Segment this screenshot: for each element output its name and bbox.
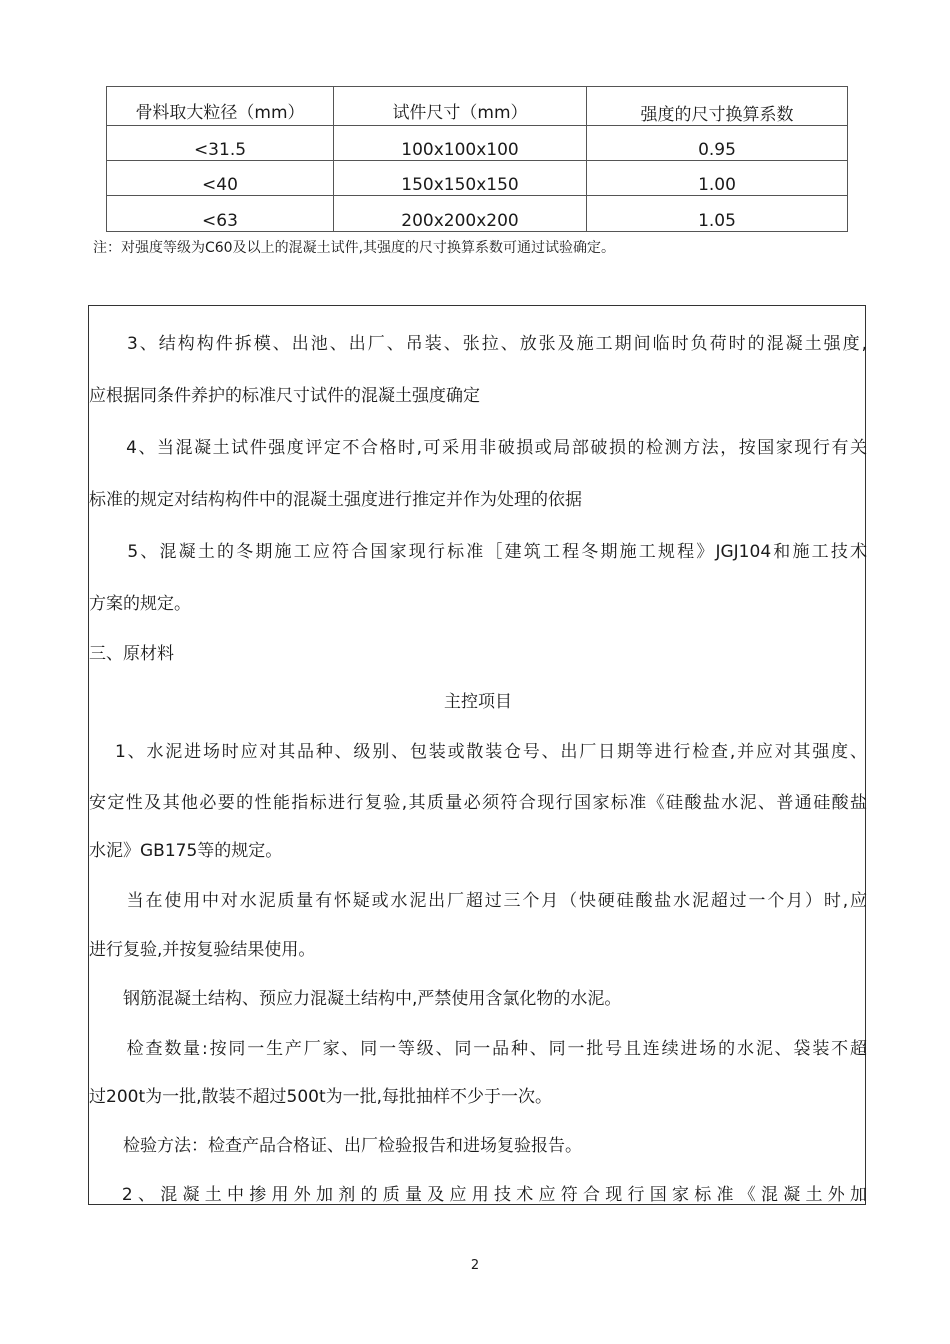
table-row — [107, 126, 848, 161]
header-aggregate-size: 骨料取大粒径（mm） — [107, 87, 334, 126]
content-box — [88, 305, 866, 1205]
text-line: 方案的规定。 — [89, 594, 191, 614]
text-line: 检查数量:按同一生产厂家、同一等级、同一品种、同一批号且连续进场的水泥、袋装不超 — [89, 1039, 867, 1059]
text-line: 水泥》GB175等的规定。 — [89, 841, 283, 861]
text-line: 2、混凝土中掺用外加剂的质量及应用技术应符合现行国家标准《混凝土外加 — [89, 1185, 867, 1205]
text-line: 应根据同条件养护的标准尺寸试件的混凝土强度确定 — [89, 386, 480, 406]
table-cell: <63 — [107, 196, 334, 232]
table-cell: <31.5 — [107, 126, 334, 161]
table-cell: 200x200x200 — [334, 196, 587, 232]
table-header-row — [107, 87, 848, 126]
subsection-heading: 主控项目 — [444, 692, 512, 712]
text-line: 标准的规定对结构构件中的混凝土强度进行推定并作为处理的依据 — [89, 490, 582, 510]
table-cell: 100x100x100 — [334, 126, 587, 161]
section-heading: 三、原材料 — [89, 644, 174, 664]
table-cell: 1.00 — [587, 161, 848, 196]
text-line: 安定性及其他必要的性能指标进行复验,其质量必须符合现行国家标准《硅酸盐水泥、普通硅酸盐 — [89, 793, 867, 813]
table-cell: 1.05 — [587, 196, 848, 232]
text-line: 当在使用中对水泥质量有怀疑或水泥出厂超过三个月（快硬硅酸盐水泥超过一个月）时,应 — [89, 891, 867, 911]
text-line: 检验方法：检查产品合格证、出厂检验报告和进场复验报告。 — [89, 1136, 582, 1156]
text-line: 过200t为一批,散装不超过500t为一批,每批抽样不少于一次。 — [89, 1087, 553, 1107]
text-line: 1、水泥进场时应对其品种、级别、包装或散装仓号、出厂日期等进行检查,并应对其强度、 — [89, 742, 867, 762]
text-line: 5、混凝土的冬期施工应符合国家现行标准［建筑工程冬期施工规程》JGJ104和施工技术 — [89, 542, 867, 562]
header-conversion-factor: 强度的尺寸换算系数 — [587, 87, 848, 126]
table-row — [107, 196, 848, 232]
text-line: 4、当混凝土试件强度评定不合格时,可采用非破损或局部破损的检测方法，按国家现行有关 — [89, 438, 867, 458]
header-specimen-size: 试件尺寸（mm） — [334, 87, 587, 126]
table-cell: 0.95 — [587, 126, 848, 161]
table-cell: <40 — [107, 161, 334, 196]
text-line: 进行复验,并按复验结果使用。 — [89, 940, 316, 960]
table-cell: 150x150x150 — [334, 161, 587, 196]
text-line: 钢筋混凝土结构、预应力混凝土结构中,严禁使用含氯化物的水泥。 — [89, 989, 622, 1009]
size-conversion-table — [106, 86, 848, 232]
table-row — [107, 161, 848, 196]
text-line: 3、结构构件拆模、出池、出厂、吊装、张拉、放张及施工期间临时负荷时的混凝土强度, — [89, 334, 867, 354]
table-note: 注：对强度等级为C60及以上的混凝土试件,其强度的尺寸换算系数可通过试验确定。 — [93, 240, 616, 256]
page-number: 2 — [470, 1258, 480, 1273]
